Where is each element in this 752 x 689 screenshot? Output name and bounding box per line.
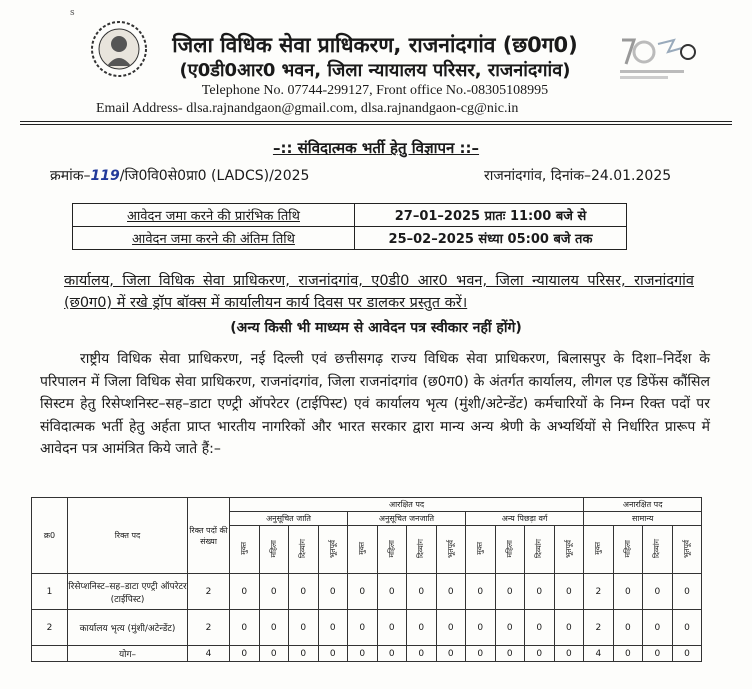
group-header: अनुसूचित जाति (230, 512, 348, 526)
row-post: रिसेप्शनिस्ट–सह–डाटा एण्ट्री ऑपरेटर (टाईपिस्ट) (68, 574, 188, 610)
row-cell: 0 (259, 610, 289, 646)
row-sno: 1 (32, 574, 68, 610)
subcol-label: भूतपूर्व (681, 539, 691, 558)
row-cell: 0 (377, 610, 407, 646)
org-email: Email Address- dlsa.rajnandgaon@gmail.com, dlsa.rajnandgaon-cg@nic.in (96, 101, 519, 116)
row-cell: 0 (466, 646, 496, 662)
group-header: अनुसूचित जनजाति (348, 512, 466, 526)
row-cell: 0 (525, 574, 555, 610)
row-cell: 0 (436, 574, 466, 610)
date-value: 27–01–2025 प्रातः 11:00 बजे से (355, 204, 627, 227)
subcol-header (613, 526, 643, 574)
subcol-header (643, 526, 673, 574)
row-cell: 0 (318, 574, 348, 610)
row-cell: 0 (643, 574, 673, 610)
table-row (32, 610, 702, 646)
row-cell: 0 (289, 610, 319, 646)
row-cell: 0 (672, 610, 702, 646)
table-row (32, 498, 702, 512)
group-header: सामान्य (584, 512, 702, 526)
row-cell: 0 (613, 646, 643, 662)
org-name: जिला विधिक सेवा प्राधिकरण, राजनांदगांव (छ0ग0) (172, 33, 578, 57)
row-post: कार्यालय भृत्य (मुंशी/अटेन्डेंट) (68, 610, 188, 646)
row-cell: 0 (495, 610, 525, 646)
row-cell: 0 (436, 610, 466, 646)
subcol-header (436, 526, 466, 574)
vacancy-table (31, 497, 702, 662)
row-cell: 0 (466, 574, 496, 610)
row-cell: 0 (495, 646, 525, 662)
header-post: रिक्त पद (68, 498, 188, 574)
ref-prefix: क्रमांक– (50, 168, 91, 184)
subcol-label: भूतपूर्व (327, 539, 337, 558)
subcol-label: दिव्यांग (534, 538, 544, 558)
submission-office-text: कार्यालय, जिला विधिक सेवा प्राधिकरण, राजनांदगांव, ए0डी0 आर0 भवन, जिला न्यायालय परिसर, राजनांदगांव (छ0ग0) में रखे ड्रॉप बॉक्स में कार्यालीयन कार्य दिवस पर डालकर प्रस्तुत करें। (64, 273, 694, 311)
row-cell: 0 (348, 610, 378, 646)
subcol-label: महिला (268, 539, 278, 558)
org-telephone: Telephone No. 07744-299127, Front office No.-08305108995 (201, 83, 549, 98)
subcol-header (348, 526, 378, 574)
row-cell: 0 (377, 646, 407, 662)
reference-line (50, 166, 309, 185)
place-date: राजनांदगांव, दिनांक–24.01.2025 (484, 168, 672, 184)
row-cell: 0 (407, 610, 437, 646)
row-cell: 2 (584, 610, 614, 646)
table-row (32, 574, 702, 610)
row-cell: 0 (259, 646, 289, 662)
subcol-label: महिला (622, 539, 632, 558)
row-cell: 0 (672, 574, 702, 610)
row-count: 2 (188, 610, 230, 646)
subcol-header (584, 526, 614, 574)
row-cell: 0 (348, 574, 378, 610)
row-cell: 0 (348, 646, 378, 662)
row-cell: 2 (584, 574, 614, 610)
header-count: रिक्त पदों की संख्या (188, 498, 230, 574)
group-header: अन्य पिछड़ा वर्ग (466, 512, 584, 526)
subcol-header (377, 526, 407, 574)
row-count: 4 (188, 646, 230, 662)
row-cell: 0 (554, 646, 584, 662)
row-cell: 0 (230, 574, 260, 610)
row-cell: 0 (643, 646, 673, 662)
row-cell: 0 (259, 574, 289, 610)
row-cell: 0 (495, 574, 525, 610)
org-address: (ए0डी0आर0 भवन, जिला न्यायालय परिसर, राजनांदगांव) (179, 60, 571, 81)
row-cell: 0 (554, 610, 584, 646)
row-cell: 0 (466, 610, 496, 646)
row-cell: 0 (613, 610, 643, 646)
table-row (73, 227, 627, 250)
row-cell: 0 (525, 646, 555, 662)
row-cell: 0 (318, 610, 348, 646)
header-unreserved: अनारक्षित पद (584, 498, 702, 512)
row-cell: 0 (230, 646, 260, 662)
subcol-header (495, 526, 525, 574)
date-label: आवेदन जमा करने की अंतिम तिथि (73, 227, 355, 250)
application-dates-table (72, 203, 627, 250)
subcol-header (230, 526, 260, 574)
no-other-mode-note: (अन्य किसी भी माध्यम से आवेदन पत्र स्वीकार नहीं होंगे) (230, 320, 522, 336)
subcol-header (672, 526, 702, 574)
row-post: योग– (68, 646, 188, 662)
row-cell: 0 (289, 574, 319, 610)
row-cell: 4 (584, 646, 614, 662)
subcol-label: मुक्त (475, 542, 485, 555)
date-value: 25–02–2025 संध्या 05:00 बजे तक (355, 227, 627, 250)
row-cell: 0 (554, 574, 584, 610)
subcol-header (318, 526, 348, 574)
subcol-label: मुक्त (239, 542, 249, 555)
tick-mark: s (70, 8, 75, 18)
row-sno (32, 646, 68, 662)
subcol-header (259, 526, 289, 574)
row-cell: 0 (407, 574, 437, 610)
azadi-amrit-mahotsav-logo-icon (612, 30, 698, 86)
subcol-header (554, 526, 584, 574)
row-sno: 2 (32, 610, 68, 646)
notice-title: –:: संविदात्मक भर्ती हेतु विज्ञापन ::– (272, 139, 480, 157)
row-cell: 0 (230, 610, 260, 646)
subcol-label: भूतपूर्व (563, 539, 573, 558)
subcol-label: भूतपूर्व (445, 539, 455, 558)
row-cell: 0 (643, 610, 673, 646)
subcol-label: मुक्त (357, 542, 367, 555)
header-rule (20, 121, 732, 122)
subcol-header (466, 526, 496, 574)
subcol-header (525, 526, 555, 574)
row-cell: 0 (525, 610, 555, 646)
header-reserved: आरक्षित पद (230, 498, 584, 512)
table-row (32, 646, 702, 662)
subcol-header (289, 526, 319, 574)
subcol-header (407, 526, 437, 574)
ref-number: 119 (90, 168, 120, 184)
row-cell: 0 (672, 646, 702, 662)
row-count: 2 (188, 574, 230, 610)
subcol-label: दिव्यांग (298, 538, 308, 558)
subcol-label: दिव्यांग (652, 538, 662, 558)
row-cell: 0 (407, 646, 437, 662)
ref-suffix: /जि0वि0से0प्रा0 (LADCS)/2025 (119, 168, 310, 184)
row-cell: 0 (289, 646, 319, 662)
table-row (73, 204, 627, 227)
row-cell: 0 (318, 646, 348, 662)
subcol-label: महिला (386, 539, 396, 558)
subcol-label: दिव्यांग (416, 538, 426, 558)
row-cell: 0 (613, 574, 643, 610)
header-rule (20, 124, 732, 125)
row-cell: 0 (436, 646, 466, 662)
row-cell: 0 (377, 574, 407, 610)
notice-body-text: राष्ट्रीय विधिक सेवा प्राधिकरण, नई दिल्ली एवं छत्तीसगढ़ राज्य विधिक सेवा प्राधिकरण, बिलासपुर के दिशा–निर्देश के परिपालन में जिला विधिक सेवा प्राधिकरण, राजनांदगांव, जिला राजनांदगांव (छ0ग0) के अंतर्गत कार्यालय, लीगल एड डिफेंस कौंसिल सिस्टम हेतु रिसेप्शनिस्ट–सह–डाटा एण्ट्री ऑपरेटर (टाईपिस्ट) एवं कार्यालय भृत्य (मुंशी/अटेन्डेंट) कर्मचारियों के निम्न रिक्त पदों पर संविदात्मक भर्ती हेतु अर्हता प्राप्त भारतीय नागरिकों और भारत सरकार द्वारा मान्य अन्य श्रेणी के अभ्यर्थियों से निर्धारित प्रारूप में आवेदन पत्र आमंत्रित किये जाते हैं:– (40, 351, 710, 457)
date-label: आवेदन जमा करने की प्रारंभिक तिथि (73, 204, 355, 227)
subcol-label: मुक्त (593, 542, 603, 555)
header-sno: क्र0 (32, 498, 68, 574)
subcol-label: महिला (504, 539, 514, 558)
